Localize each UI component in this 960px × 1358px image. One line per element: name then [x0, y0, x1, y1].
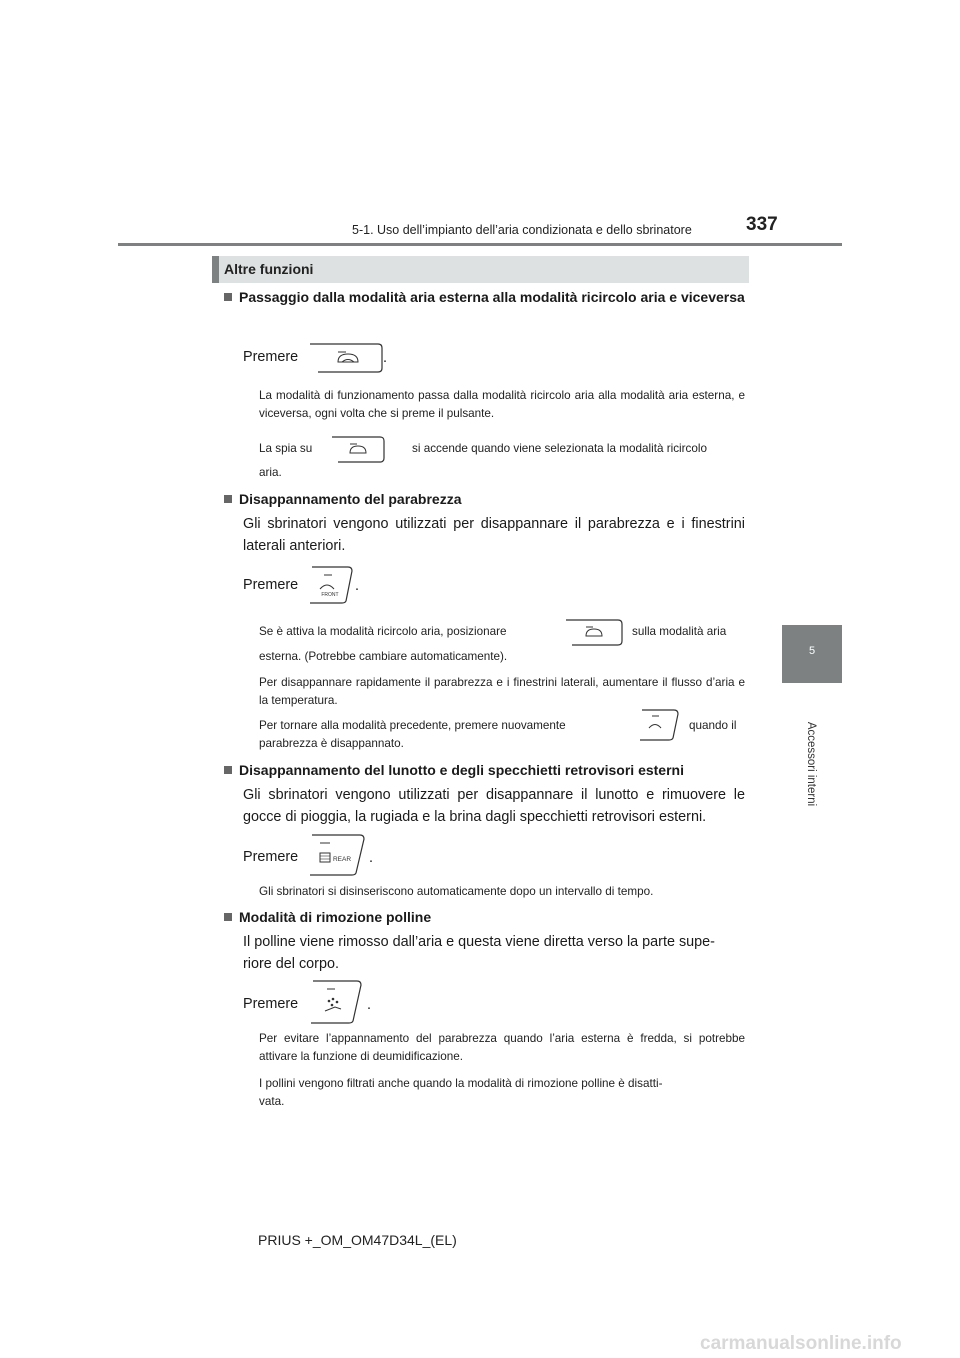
chapter-tab-number: 5 — [808, 645, 816, 657]
pollen-removal-button-icon — [307, 979, 363, 1025]
body-text: riore del corpo. — [243, 956, 339, 972]
subsection-heading — [224, 287, 745, 308]
note-text: Per evitare l’appannamento del parabrezza quando l’aria esterna è fredda, si potrebbe attivare la funzione di deumidificazione. — [259, 1032, 745, 1063]
note-text: La modalità di funzionamento passa dalla modalità ricircolo aria alla modalità aria esterna, e viceversa, ogni volta che si preme il pulsante. — [259, 389, 745, 420]
note-text: Per disappannare rapidamente il parabrezza e i finestrini laterali, aumentare il flusso d’aria e la temperatura. — [259, 676, 745, 707]
premere-label: Premere — [243, 349, 299, 365]
premere-label: Premere — [243, 996, 299, 1012]
square-bullet-icon — [224, 495, 232, 503]
document-code: PRIUS +_OM_OM47D34L_(EL) — [258, 1232, 457, 1248]
note-text: quando il — [689, 719, 737, 732]
subsection-heading — [224, 489, 745, 510]
chapter-side-label: Accessori interni — [805, 721, 817, 807]
heading-text: Disappannamento del parabrezza — [239, 491, 462, 507]
note-text: Gli sbrinatori si disinseriscono automaticamente dopo un intervallo di tempo. — [259, 885, 654, 898]
square-bullet-icon — [224, 913, 232, 921]
note-text: aria. — [259, 466, 282, 479]
period: . — [355, 578, 359, 594]
note-text: esterna. (Potrebbe cambiare automaticamente). — [259, 650, 508, 663]
note-text: I pollini vengono filtrati anche quando la modalità di rimozione polline è disatti- — [259, 1077, 663, 1090]
rear-label: REAR — [332, 856, 352, 863]
note-text: parabrezza è disappannato. — [259, 737, 404, 750]
premere-label: Premere — [243, 577, 299, 593]
recirculation-button-icon — [308, 340, 384, 374]
recirculation-indicator-icon — [330, 434, 386, 464]
page-number: 337 — [746, 214, 778, 235]
body-text: Gli sbrinatori vengono utilizzati per disappannare il lunotto e rimuovere le gocce di pioggia, la rugiada e la brina dagli specchietti retrovisori esterni. — [243, 787, 745, 825]
note-text: si accende quando viene selezionata la modalità ricircolo — [412, 442, 707, 455]
subsection-heading — [224, 760, 745, 781]
body-text: Gli sbrinatori vengono utilizzati per disappannare il parabrezza e i finestrini laterali anteriori. — [243, 516, 745, 554]
subsection-heading — [224, 907, 745, 928]
note-text: sulla modalità aria — [632, 625, 727, 638]
period: . — [383, 350, 387, 366]
section-title-bar — [212, 256, 749, 283]
period: . — [367, 997, 371, 1013]
square-bullet-icon — [224, 293, 232, 301]
watermark: carmanualsonline.info — [700, 1333, 902, 1354]
square-bullet-icon — [224, 766, 232, 774]
chapter-tab — [782, 625, 842, 683]
note-text: vata. — [259, 1095, 285, 1108]
recirculation-indicator-icon — [564, 617, 624, 647]
section-accent — [212, 256, 219, 283]
heading-text: Modalità di rimozione polline — [239, 909, 432, 925]
note-text: Per tornare alla modalità precedente, premere nuovamente — [259, 719, 566, 732]
section-title: Altre funzioni — [224, 261, 314, 277]
front-label: FRONT — [321, 592, 339, 598]
note-text: La spia su — [259, 442, 313, 455]
chapter-title: 5-1. Uso dell’impianto dell’aria condizionata e dello sbrinatore — [352, 223, 692, 237]
front-defroster-button-icon — [306, 565, 354, 605]
note-text: Se è attiva la modalità ricircolo aria, posizionare — [259, 625, 507, 638]
header-rule — [118, 243, 842, 246]
heading-text: Disappannamento del lunotto e degli specchietti retrovisori esterni — [239, 762, 684, 778]
period: . — [369, 850, 373, 866]
heading-text: Passaggio dalla modalità aria esterna alla modalità ricircolo aria e viceversa — [239, 289, 745, 305]
body-text: Il polline viene rimosso dall’aria e questa viene diretta verso la parte supe- — [243, 934, 715, 950]
premere-label: Premere — [243, 849, 299, 865]
rear-defroster-button-icon — [306, 833, 366, 877]
